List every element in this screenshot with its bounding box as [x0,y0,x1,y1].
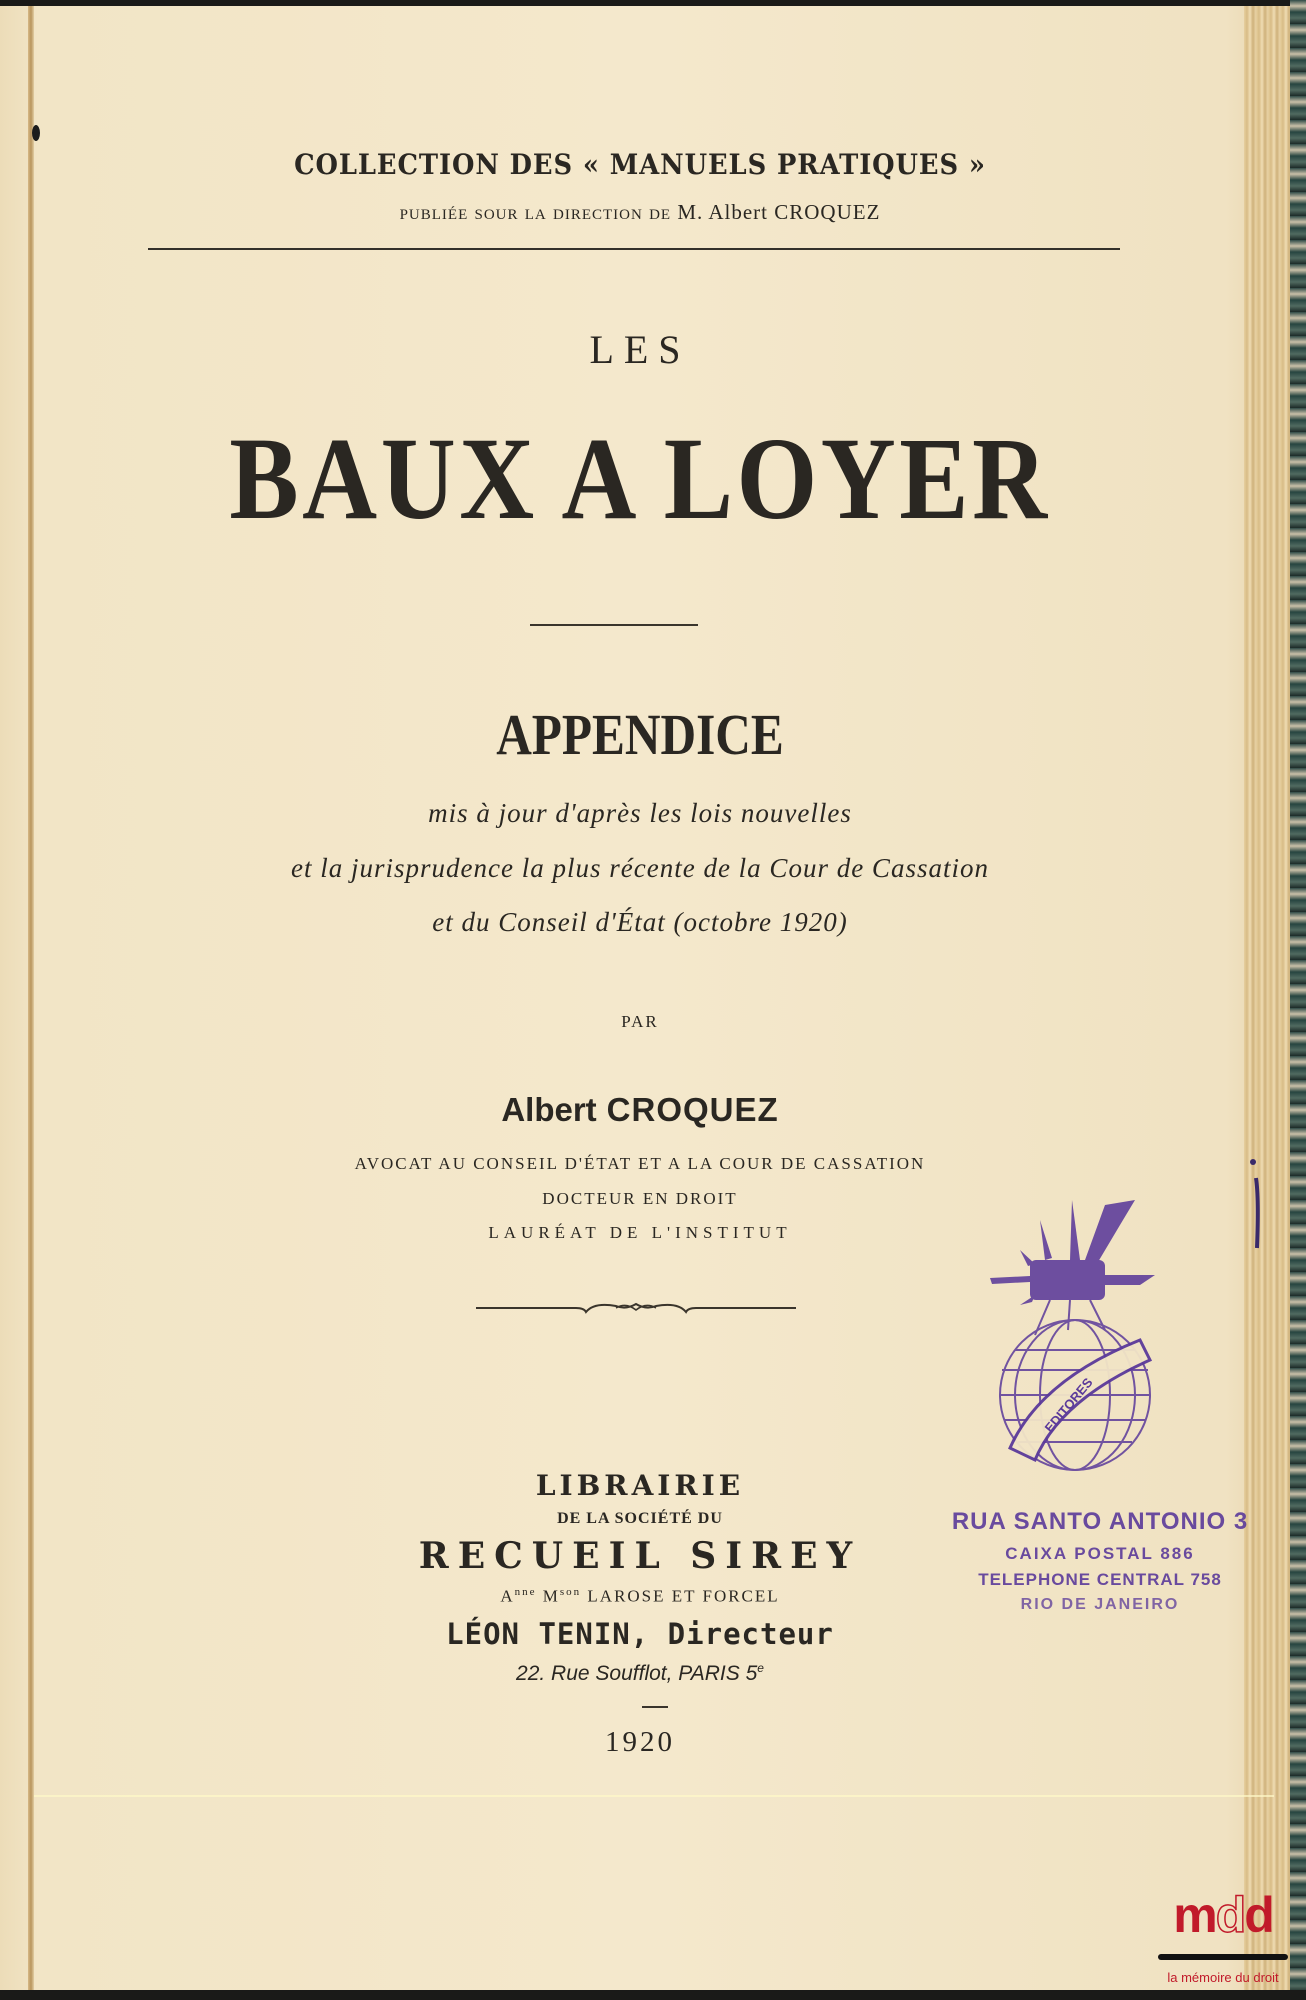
ancienne-a: A [500,1586,515,1606]
subtitle-line: mis à jour d'après les lois nouvelles [428,798,852,828]
imprint-address [40,1661,1240,1686]
collection-title: COLLECTION DES « MANUELS PRATIQUES » [294,148,986,181]
page-gutter-fold [28,6,34,1990]
author-name [40,1091,1240,1129]
imprint-librairie: LIBRAIRIE [535,1469,745,1502]
by-label: PAR [621,1012,659,1031]
address-sup: e [757,1661,764,1675]
author-credential: AVOCAT AU CONSEIL D'ÉTAT ET A LA COUR DE CASSATION [354,1154,926,1173]
page-edges [1244,6,1290,1990]
logo-m: m [1173,1887,1216,1943]
subtitle-line: et du Conseil d'État (octobre 1920) [432,907,848,937]
publication-year: 1920 [605,1726,675,1758]
logo-tagline: la mémoire du droit [1167,1970,1279,1985]
imprint-directeur: LÉON TENIN, Directeur [446,1617,834,1651]
imprint-societe: DE LA SOCIÉTÉ DU [557,1510,723,1527]
title-article: LES [589,327,691,372]
logo-d: d [1244,1887,1273,1943]
author-credential: DOCTEUR EN DROIT [542,1189,738,1208]
ink-blot [32,125,40,141]
title-divider [530,624,698,626]
author-first-name: Albert [501,1091,597,1128]
svg-text:EDITORES: EDITORES [1041,1374,1096,1436]
direction-prefix: publiée sour la direction de [399,200,672,224]
stamp-line: TELEPHONE CENTRAL 758 [978,1570,1222,1589]
header-rule [148,248,1120,250]
author-credential: LAURÉAT DE L'INSTITUT [488,1223,792,1242]
main-title: BAUX A LOYER [229,413,1051,544]
title-page [40,0,1240,2000]
ancienne-rest: LAROSE ET FORCEL [587,1586,780,1606]
mdd-logo[interactable] [1148,1887,1298,2000]
stamp-line: RIO DE JANEIRO [1020,1596,1180,1613]
maison-sup: son [559,1586,582,1598]
logo-d-outline: d [1215,1887,1245,1943]
mdd-wordmark [1148,1887,1298,1943]
subtitle-line: et la jurisprudence la plus récente de la Cour de Cassation [291,853,989,883]
year-dash [642,1706,668,1708]
globe-stamp-icon [980,1180,1200,1480]
ornament-divider-icon [476,1298,796,1318]
marbled-binding [1290,0,1306,2000]
subtitle-heading: APPENDICE [496,702,784,767]
stamp-line: RUA SANTO ANTONIO 3 [951,1508,1249,1535]
maison-m: M [542,1586,560,1606]
series-director [40,200,1240,225]
stamp-line: CAIXA POSTAL 886 [1005,1544,1195,1563]
imprint-recueil-sirey: RECUEIL SIREY [418,1535,862,1577]
ancienne-sup: nne [514,1586,537,1598]
direction-name: M. Albert CROQUEZ [677,200,881,224]
ink-mark [1250,1158,1262,1253]
address-text: 22. Rue Soufflot, PARIS 5 [516,1662,758,1685]
logo-underline [1158,1954,1288,1960]
author-last-name: CROQUEZ [606,1091,779,1128]
